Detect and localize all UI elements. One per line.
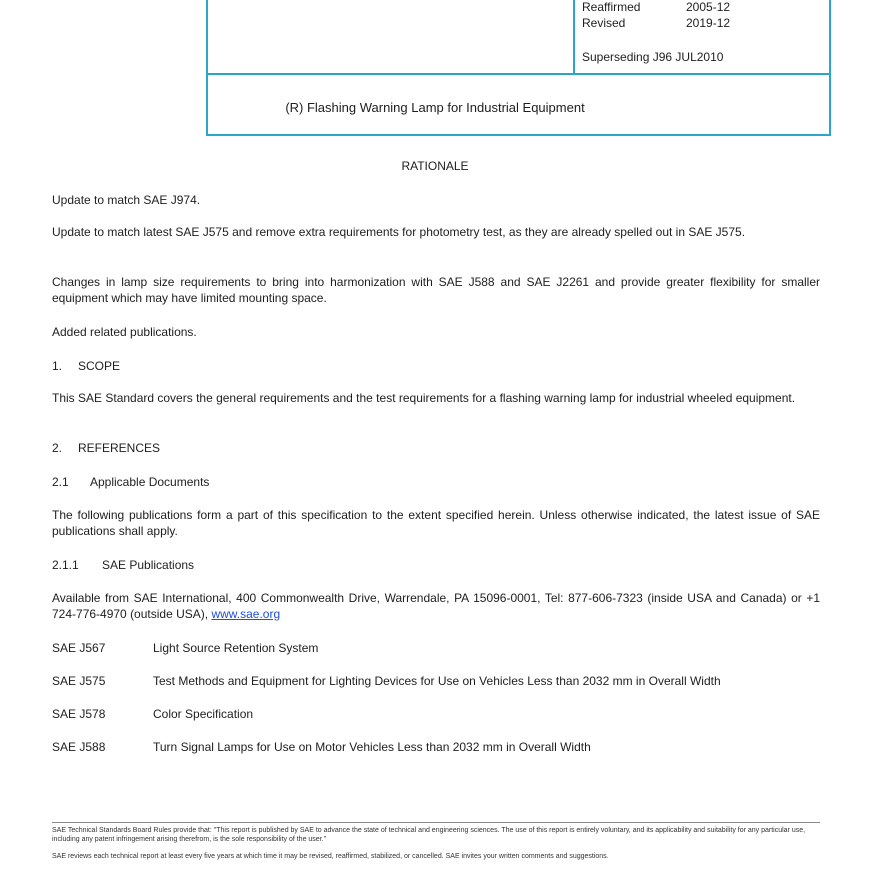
subsection-title: Applicable Documents — [90, 475, 210, 489]
reference-title: Test Methods and Equipment for Lighting Devices for Use on Vehicles Less than 2032 mm in Overall Width — [153, 674, 721, 688]
availability-text: Available from SAE International, 400 Commonwealth Drive, Warrendale, PA 15096-0001, Tel: 877-606-7323 (inside USA and Canada) or +1 724-776-4970 (outside USA), — [52, 591, 820, 621]
header-divider-vertical — [573, 0, 575, 74]
subsection-number: 2.1.1 — [52, 558, 79, 572]
sae-website-link[interactable]: www.sae.org — [211, 607, 281, 621]
subsection-title: SAE Publications — [102, 558, 195, 572]
rationale-heading: RATIONALE — [401, 159, 469, 173]
rationale-paragraph: Update to match SAE J974. — [52, 193, 201, 207]
scope-paragraph: This SAE Standard covers the general requirements and the test requirements for a flashing warning lamp for industrial wheeled equipment. — [52, 391, 796, 405]
section-number: 1. — [52, 359, 63, 373]
footer-notice: SAE reviews each technical report at least every five years at which time it may be revised, reaffirmed, stabilized, or cancelled. SAE invites your written comments and suggestions. — [52, 853, 609, 860]
revised-date: 2019-12 — [686, 16, 731, 30]
reaffirmed-label: Reaffirmed — [582, 0, 641, 14]
footer-notice: SAE Technical Standards Board Rules provide that: "This report is published by SAE to advance the state of technical and engineering sciences. The use of this report is entirely voluntary, and its applicability and suitability for any particular use, including any patent infringement arising therefrom, is the sole responsibility of the user." — [52, 827, 806, 843]
revised-label: Revised — [582, 16, 626, 30]
rationale-paragraph: Added related publications. — [52, 325, 197, 339]
reference-code: SAE J578 — [52, 707, 106, 721]
reference-code: SAE J567 — [52, 641, 106, 655]
availability-paragraph — [52, 590, 820, 622]
section-heading-references — [52, 440, 820, 456]
superseding-note: Superseding J96 JUL2010 — [582, 50, 724, 64]
applicable-documents-paragraph: The following publications form a part of this specification to the extent specified herein. Unless otherwise indicated, the latest issue of SAE publications shall apply. — [52, 508, 820, 538]
section-title: REFERENCES — [78, 441, 161, 455]
reference-code: SAE J588 — [52, 740, 106, 754]
reference-title: Turn Signal Lamps for Use on Motor Vehicles Less than 2032 mm in Overall Width — [153, 740, 591, 754]
section-number: 2. — [52, 441, 63, 455]
reference-title: Light Source Retention System — [153, 641, 319, 655]
document-title: (R) Flashing Warning Lamp for Industrial Equipment — [285, 100, 585, 115]
header-divider-horizontal — [208, 73, 829, 75]
rationale-paragraph: Changes in lamp size requirements to bring into harmonization with SAE J588 and SAE J2261 and provide greater flexibility for smaller equipment which may have limited mounting space. — [52, 275, 820, 305]
reaffirmed-date: 2005-12 — [686, 0, 731, 14]
section-title: SCOPE — [78, 359, 121, 373]
reference-title: Color Specification — [153, 707, 254, 721]
section-heading-scope — [52, 358, 820, 374]
subsection-number: 2.1 — [52, 475, 69, 489]
subsection-heading-applicable-documents — [52, 474, 820, 490]
reference-code: SAE J575 — [52, 674, 106, 688]
rationale-paragraph: Update to match latest SAE J575 and remove extra requirements for photometry test, as they are already spelled out in SAE J575. — [52, 225, 746, 239]
document-header-box — [206, 0, 831, 136]
footer-rule — [52, 822, 820, 823]
subsection-heading-sae-publications — [52, 557, 820, 573]
